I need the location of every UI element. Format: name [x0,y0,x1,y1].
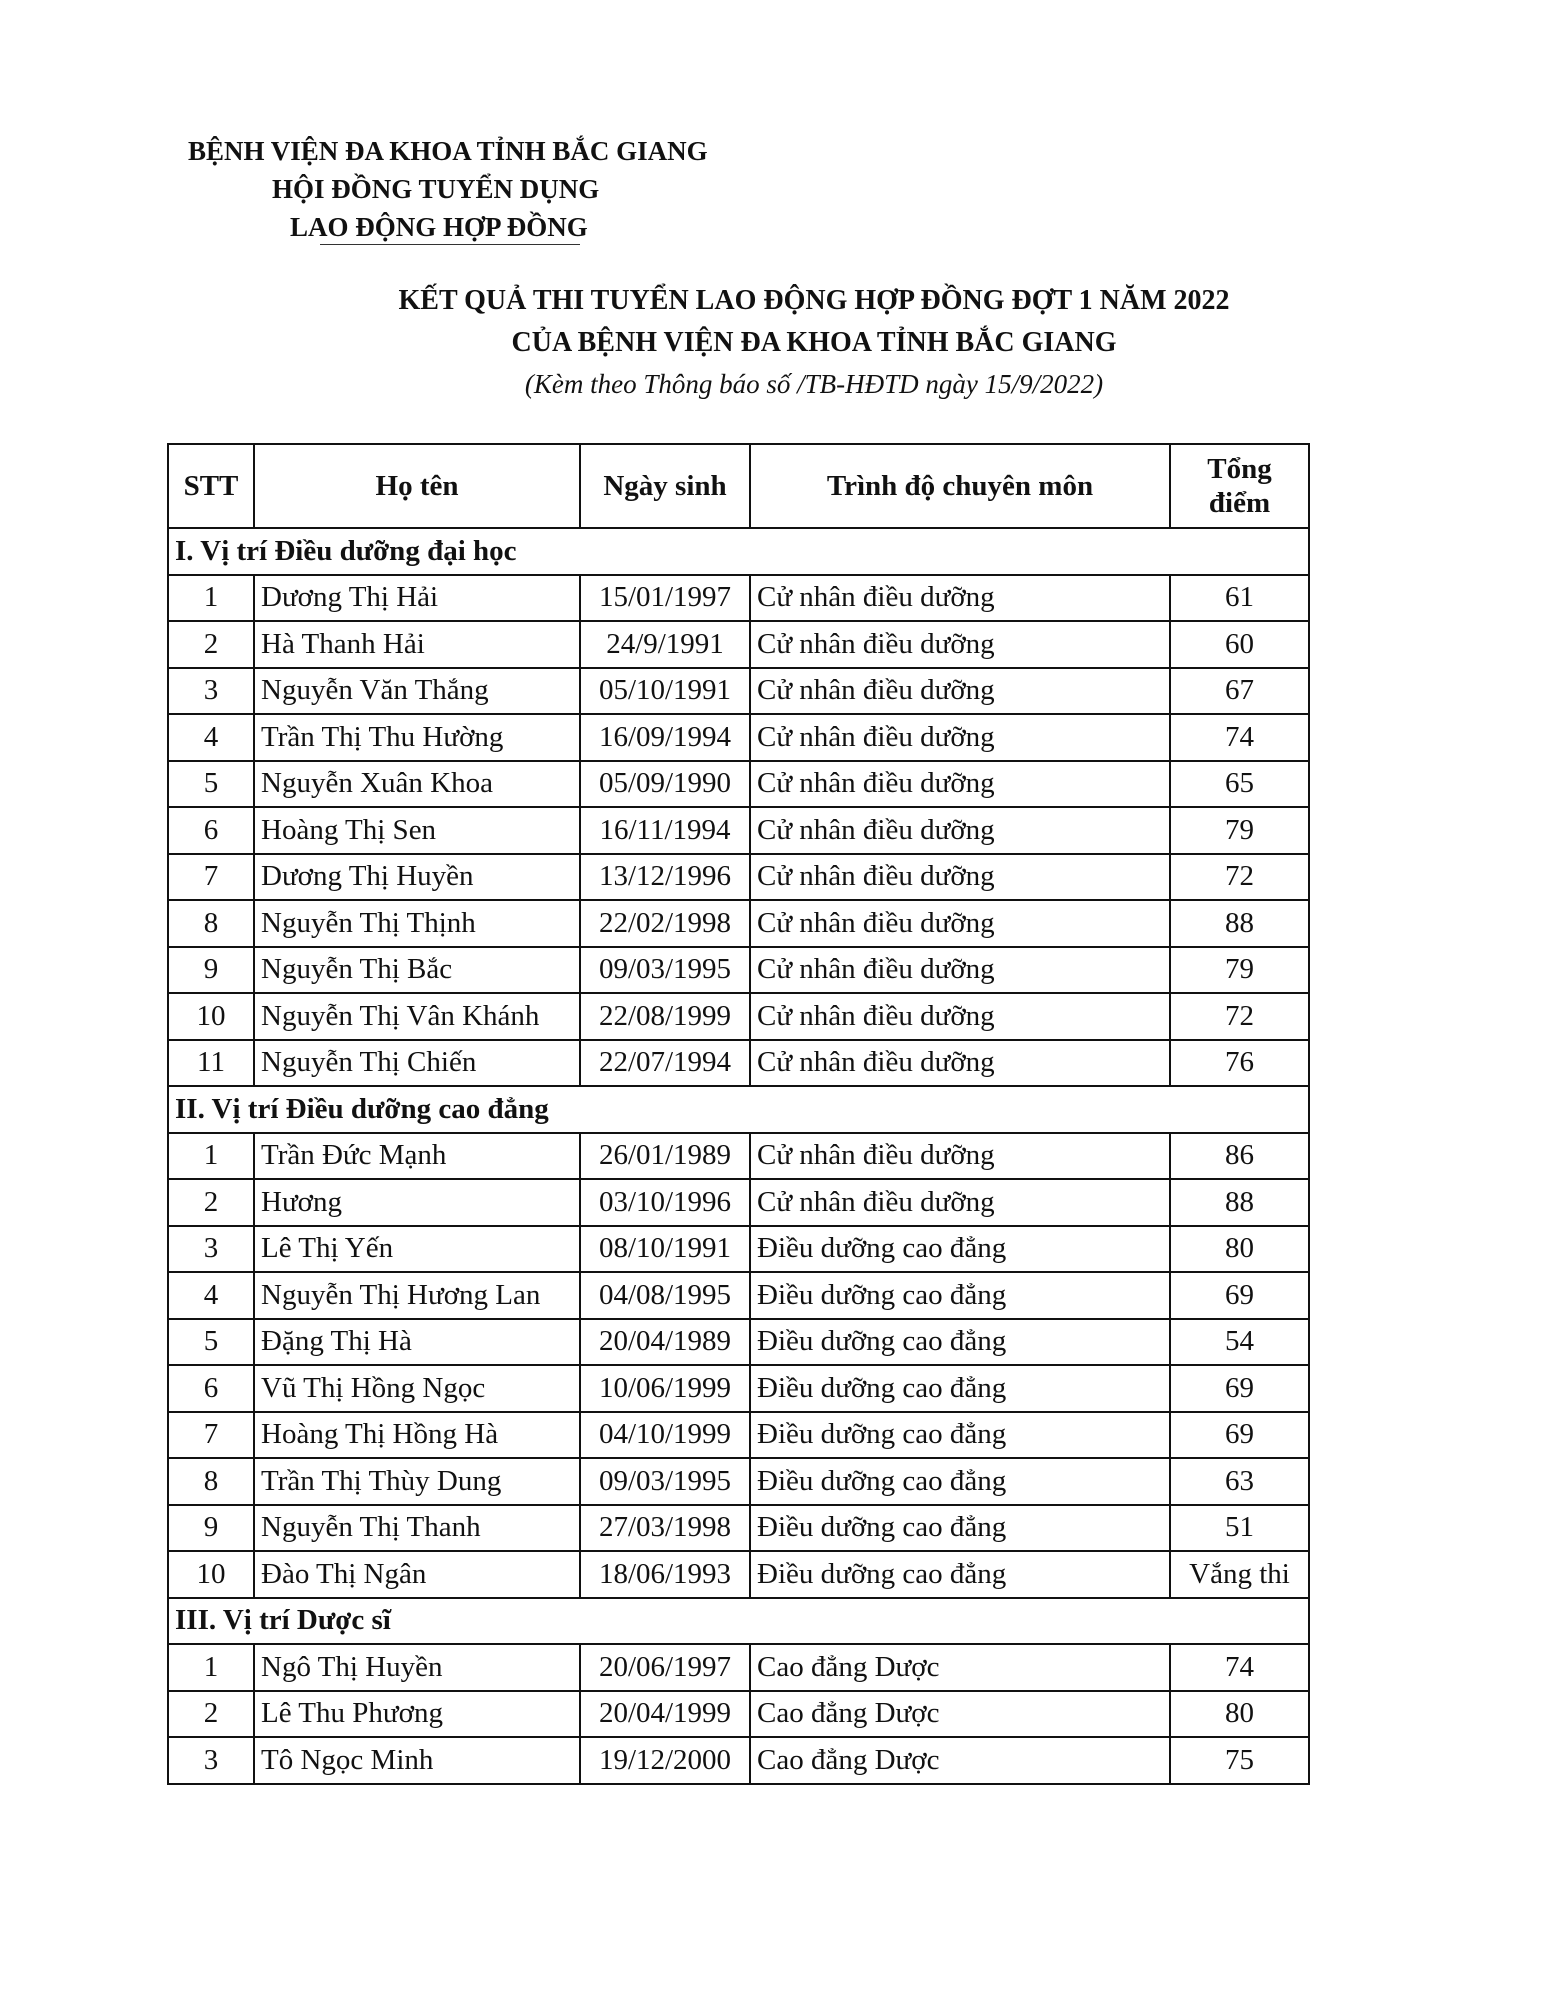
cell-name: Nguyễn Xuân Khoa [254,761,580,808]
cell-name: Nguyễn Thị Hương Lan [254,1272,580,1319]
cell-dob: 26/01/1989 [580,1133,750,1180]
cell-dob: 19/12/2000 [580,1737,750,1784]
cell-name: Ngô Thị Huyền [254,1644,580,1691]
cell-name: Nguyễn Thị Chiến [254,1040,580,1087]
cell-stt: 5 [168,761,254,808]
cell-dob: 03/10/1996 [580,1179,750,1226]
section-title: III. Vị trí Dược sĩ [168,1598,1309,1645]
cell-qualification: Cao đẳng Dược [750,1644,1170,1691]
hospital-name: BỆNH VIỆN ĐA KHOA TỈNH BẮC GIANG [188,136,708,166]
cell-qualification: Cử nhân điều dưỡng [750,993,1170,1040]
cell-score: 88 [1170,900,1309,947]
cell-stt: 9 [168,947,254,994]
cell-qualification: Cử nhân điều dưỡng [750,1040,1170,1087]
cell-name: Tô Ngọc Minh [254,1737,580,1784]
cell-qualification: Cao đẳng Dược [750,1691,1170,1738]
cell-dob: 04/08/1995 [580,1272,750,1319]
cell-stt: 1 [168,1644,254,1691]
cell-qualification: Cao đẳng Dược [750,1737,1170,1784]
cell-stt: 2 [168,1179,254,1226]
table-row [168,854,1309,901]
cell-dob: 22/02/1998 [580,900,750,947]
table-body [168,528,1309,1784]
table-row [168,668,1309,715]
cell-stt: 5 [168,1319,254,1366]
cell-stt: 7 [168,1412,254,1459]
column-header-name: Họ tên [254,444,580,528]
cell-qualification: Cử nhân điều dưỡng [750,900,1170,947]
cell-qualification: Cử nhân điều dưỡng [750,714,1170,761]
cell-stt: 4 [168,714,254,761]
section-header-row [168,1598,1309,1645]
table-row [168,1737,1309,1784]
cell-name: Hà Thanh Hải [254,621,580,668]
cell-score: 69 [1170,1272,1309,1319]
cell-name: Đào Thị Ngân [254,1551,580,1598]
cell-dob: 18/06/1993 [580,1551,750,1598]
cell-score: 72 [1170,854,1309,901]
cell-score: 74 [1170,714,1309,761]
cell-stt: 2 [168,621,254,668]
cell-qualification: Cử nhân điều dưỡng [750,621,1170,668]
section-header-row [168,528,1309,575]
table-row [168,807,1309,854]
column-header-stt: STT [168,444,254,528]
cell-qualification: Cử nhân điều dưỡng [750,1179,1170,1226]
document-title: KẾT QUẢ THI TUYỂN LAO ĐỘNG HỢP ĐỒNG ĐỢT 1 NĂM 2022 [398,285,1230,316]
cell-name: Lê Thị Yến [254,1226,580,1273]
cell-dob: 08/10/1991 [580,1226,750,1273]
table-row [168,900,1309,947]
council-subname: LAO ĐỘNG HỢP ĐỒNG [290,212,588,242]
cell-name: Nguyễn Thị Thanh [254,1505,580,1552]
section-title: II. Vị trí Điều dưỡng cao đẳng [168,1086,1309,1133]
cell-dob: 20/04/1999 [580,1691,750,1738]
cell-name: Đặng Thị Hà [254,1319,580,1366]
cell-qualification: Cử nhân điều dưỡng [750,761,1170,808]
cell-stt: 11 [168,1040,254,1087]
cell-dob: 13/12/1996 [580,854,750,901]
cell-dob: 27/03/1998 [580,1505,750,1552]
cell-score: 67 [1170,668,1309,715]
cell-score: 63 [1170,1458,1309,1505]
column-header-score: Tổng điểm [1170,444,1309,528]
cell-name: Vũ Thị Hồng Ngọc [254,1365,580,1412]
cell-qualification: Cử nhân điều dưỡng [750,854,1170,901]
table-row [168,1551,1309,1598]
cell-name: Nguyễn Thị Bắc [254,947,580,994]
cell-name: Nguyễn Thị Vân Khánh [254,993,580,1040]
table-row [168,714,1309,761]
cell-score: 80 [1170,1226,1309,1273]
cell-score: 65 [1170,761,1309,808]
cell-qualification: Cử nhân điều dưỡng [750,575,1170,622]
cell-qualification: Điều dưỡng cao đẳng [750,1365,1170,1412]
cell-qualification: Cử nhân điều dưỡng [750,1133,1170,1180]
cell-stt: 10 [168,993,254,1040]
cell-name: Hoàng Thị Hồng Hà [254,1412,580,1459]
cell-dob: 09/03/1995 [580,1458,750,1505]
table-row [168,1458,1309,1505]
council-name: HỘI ĐỒNG TUYỂN DỤNG [272,174,600,204]
cell-dob: 24/9/1991 [580,621,750,668]
cell-dob: 05/10/1991 [580,668,750,715]
table-row [168,1179,1309,1226]
cell-dob: 20/04/1989 [580,1319,750,1366]
cell-name: Dương Thị Hải [254,575,580,622]
cell-dob: 04/10/1999 [580,1412,750,1459]
results-table [167,443,1310,1785]
cell-name: Dương Thị Huyền [254,854,580,901]
table-row [168,1272,1309,1319]
cell-name: Trần Thị Thùy Dung [254,1458,580,1505]
cell-qualification: Điều dưỡng cao đẳng [750,1412,1170,1459]
table-row [168,1644,1309,1691]
cell-stt: 1 [168,575,254,622]
table-row [168,761,1309,808]
cell-score: 69 [1170,1365,1309,1412]
cell-stt: 10 [168,1551,254,1598]
cell-name: Trần Thị Thu Hường [254,714,580,761]
cell-stt: 3 [168,1226,254,1273]
cell-dob: 16/11/1994 [580,807,750,854]
table-row [168,1226,1309,1273]
cell-dob: 09/03/1995 [580,947,750,994]
cell-stt: 3 [168,1737,254,1784]
cell-qualification: Cử nhân điều dưỡng [750,947,1170,994]
cell-score: 79 [1170,947,1309,994]
cell-score: 54 [1170,1319,1309,1366]
cell-name: Hoàng Thị Sen [254,807,580,854]
header-underline [320,244,580,245]
cell-dob: 16/09/1994 [580,714,750,761]
cell-score: 60 [1170,621,1309,668]
cell-stt: 1 [168,1133,254,1180]
cell-qualification: Điều dưỡng cao đẳng [750,1505,1170,1552]
cell-dob: 20/06/1997 [580,1644,750,1691]
document-titles [0,280,1545,404]
cell-stt: 4 [168,1272,254,1319]
column-header-dob: Ngày sinh [580,444,750,528]
cell-stt: 8 [168,1458,254,1505]
cell-dob: 05/09/1990 [580,761,750,808]
table-row [168,993,1309,1040]
cell-score: 75 [1170,1737,1309,1784]
cell-score: 76 [1170,1040,1309,1087]
cell-stt: 3 [168,668,254,715]
cell-score: 61 [1170,575,1309,622]
cell-stt: 8 [168,900,254,947]
cell-name: Nguyễn Thị Thịnh [254,900,580,947]
cell-dob: 22/08/1999 [580,993,750,1040]
cell-score: 79 [1170,807,1309,854]
table-row [168,1319,1309,1366]
table-row [168,1040,1309,1087]
cell-dob: 22/07/1994 [580,1040,750,1087]
section-title: I. Vị trí Điều dưỡng đại học [168,528,1309,575]
organization-header [180,132,740,246]
table-row [168,1412,1309,1459]
table-row [168,1133,1309,1180]
document-title-line2: CỦA BỆNH VIỆN ĐA KHOA TỈNH BẮC GIANG [511,327,1117,358]
cell-score: Vắng thi [1170,1551,1309,1598]
cell-name: Lê Thu Phương [254,1691,580,1738]
section-header-row [168,1086,1309,1133]
cell-name: Nguyễn Văn Thắng [254,668,580,715]
cell-qualification: Điều dưỡng cao đẳng [750,1272,1170,1319]
cell-score: 72 [1170,993,1309,1040]
cell-qualification: Điều dưỡng cao đẳng [750,1551,1170,1598]
table-row [168,621,1309,668]
cell-qualification: Cử nhân điều dưỡng [750,668,1170,715]
cell-name: Hương [254,1179,580,1226]
cell-score: 88 [1170,1179,1309,1226]
cell-score: 51 [1170,1505,1309,1552]
cell-score: 74 [1170,1644,1309,1691]
cell-dob: 10/06/1999 [580,1365,750,1412]
table-row [168,1365,1309,1412]
cell-qualification: Cử nhân điều dưỡng [750,807,1170,854]
table-row [168,575,1309,622]
cell-qualification: Điều dưỡng cao đẳng [750,1458,1170,1505]
table-header-row [168,444,1309,528]
cell-qualification: Điều dưỡng cao đẳng [750,1226,1170,1273]
cell-stt: 2 [168,1691,254,1738]
table-row [168,1691,1309,1738]
table-row [168,1505,1309,1552]
cell-stt: 9 [168,1505,254,1552]
cell-score: 86 [1170,1133,1309,1180]
cell-name: Trần Đức Mạnh [254,1133,580,1180]
document-subtitle: (Kèm theo Thông báo số /TB-HĐTD ngày 15/9/2022) [524,369,1104,399]
table-row [168,947,1309,994]
column-header-qualification: Trình độ chuyên môn [750,444,1170,528]
cell-dob: 15/01/1997 [580,575,750,622]
cell-score: 69 [1170,1412,1309,1459]
cell-qualification: Điều dưỡng cao đẳng [750,1319,1170,1366]
cell-stt: 7 [168,854,254,901]
cell-score: 80 [1170,1691,1309,1738]
cell-stt: 6 [168,807,254,854]
cell-stt: 6 [168,1365,254,1412]
